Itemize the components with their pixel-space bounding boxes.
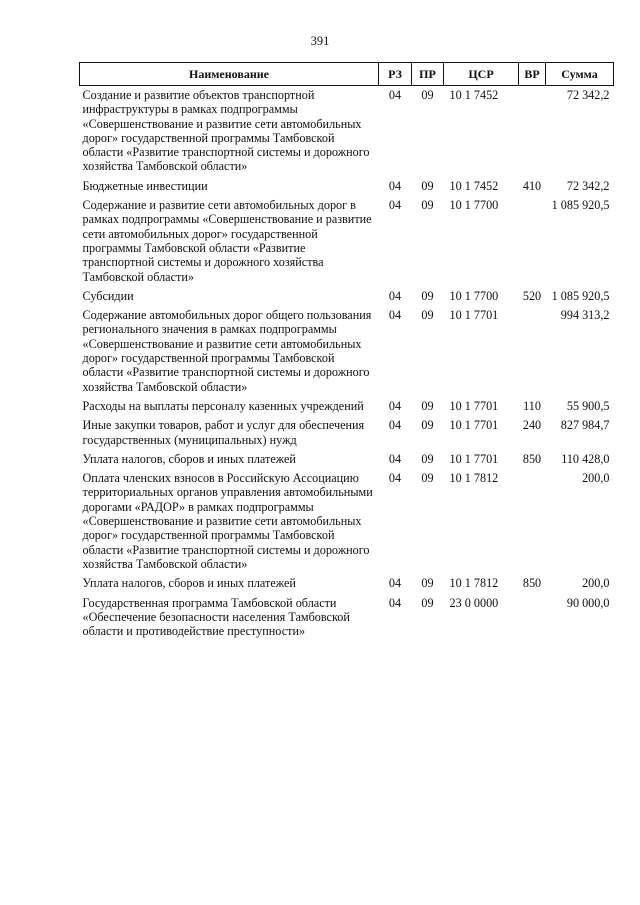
row-csr: 10 1 7452 (449, 88, 499, 102)
row-pr: 09 (421, 576, 434, 591)
row-name: Субсидии (82, 288, 134, 303)
row-vr: 850 (522, 576, 542, 591)
table-row (80, 574, 614, 593)
row-vr (519, 306, 546, 397)
row-csr: 10 1 7452 (449, 178, 499, 193)
row-rz: 04 (388, 595, 402, 610)
row-sum: 994 313,2 (560, 308, 610, 323)
row-pr: 09 (421, 451, 434, 466)
header-csr: ЦСР (444, 63, 519, 86)
row-name: Содержание автомобильных дорог общего пользования регионального значения в рамках подпрограммы «Совершенствование и развитие сети автомобильных дорог» государственной программы Тамбовской области «Развитие транспортной системы и дорожного хозяйства Тамбовской области» (82, 308, 372, 394)
row-vr: 110 (523, 398, 541, 413)
row-name: Содержание и развитие сети автомобильных дорог в рамках подпрограммы «Совершенствование и развитие сети автомобильных дорог» государственной программы Тамбовской области «Развитие транспортной системы и дорожного хозяйства Тамбовской области» (82, 198, 372, 284)
header-name: Наименование (80, 63, 379, 86)
row-name: Уплата налогов, сборов и иных платежей (82, 576, 296, 591)
row-pr: 09 (421, 595, 434, 610)
row-name: Расходы на выплаты персоналу казенных учреждений (82, 398, 364, 413)
row-sum: 200,0 (582, 471, 610, 486)
row-sum: 55 900,5 (566, 398, 610, 413)
row-name: Государственная программа Тамбовской области «Обеспечение безопасности населения Тамбовской области и противодействие преступности» (82, 595, 350, 639)
table-row (80, 397, 614, 416)
header-sum: Сумма (546, 63, 614, 86)
row-pr: 09 (421, 308, 434, 323)
row-csr: 10 1 7812 (449, 471, 499, 486)
row-rz: 04 (388, 451, 402, 466)
row-pr: 09 (421, 198, 434, 213)
table-row (80, 450, 614, 469)
row-name: Уплата налогов, сборов и иных платежей (82, 451, 296, 466)
row-csr: 10 1 7700 (449, 288, 499, 303)
header-pr: ПР (412, 63, 444, 86)
row-vr: 520 (522, 288, 542, 303)
row-rz: 04 (388, 88, 402, 102)
row-csr: 10 1 7701 (449, 451, 499, 466)
table-row (80, 86, 614, 177)
row-rz: 04 (388, 308, 402, 323)
header-vr: ВР (519, 63, 546, 86)
row-sum: 1 085 920,5 (551, 288, 610, 303)
row-vr (519, 196, 546, 287)
row-csr: 10 1 7701 (449, 308, 499, 323)
row-pr: 09 (421, 288, 434, 303)
row-sum: 90 000,0 (566, 595, 610, 610)
row-pr: 09 (421, 88, 434, 102)
row-sum: 1 085 920,5 (551, 198, 610, 213)
table-row (80, 177, 614, 196)
row-vr: 850 (522, 451, 542, 466)
row-pr: 09 (421, 398, 434, 413)
row-rz: 04 (388, 198, 402, 213)
header-rz: РЗ (379, 63, 412, 86)
row-sum: 72 342,2 (566, 178, 610, 193)
row-name: Оплата членских взносов в Российскую Ассоциацию территориальных органов управления автомобильными дорогами «РАДОР» в рамках подпрограммы «Совершенствование и развитие сети автомобильных дорог» государственной программы Тамбовской области «Развитие транспортной системы и дорожного хозяйства Тамбовской области» (82, 471, 373, 571)
row-pr: 09 (421, 418, 434, 433)
table-row (80, 469, 614, 574)
row-csr: 10 1 7701 (449, 398, 499, 413)
row-pr: 09 (421, 178, 434, 193)
row-vr (519, 469, 546, 574)
row-rz: 04 (388, 576, 402, 591)
row-rz: 04 (388, 471, 402, 486)
row-rz: 04 (388, 398, 402, 413)
table-row (80, 287, 614, 306)
row-pr: 09 (421, 471, 434, 486)
row-rz: 04 (388, 418, 402, 433)
page-number: 391 (310, 34, 330, 48)
row-name: Создание и развитие объектов транспортной инфраструктуры в рамках подпрограммы «Совершенствование и развитие сети автомобильных дорог» государственной программы Тамбовской области «Развитие транспортной системы и дорожного хозяйства Тамбовской области» (82, 88, 370, 174)
table-row (80, 416, 614, 450)
row-vr (519, 86, 546, 177)
row-sum: 110 428,0 (561, 451, 610, 466)
table-row (80, 196, 614, 287)
budget-table (79, 62, 614, 641)
row-csr: 10 1 7812 (449, 576, 499, 591)
row-csr: 10 1 7700 (449, 198, 499, 213)
row-rz: 04 (388, 178, 402, 193)
table-header-row (80, 63, 614, 86)
row-sum: 72 342,2 (566, 88, 610, 102)
row-rz: 04 (388, 288, 402, 303)
row-csr: 23 0 0000 (449, 595, 499, 610)
row-vr (519, 594, 546, 642)
row-vr: 410 (522, 178, 542, 193)
row-sum: 827 984,7 (560, 418, 610, 433)
row-vr: 240 (522, 418, 542, 433)
row-sum: 200,0 (582, 576, 610, 591)
table-row (80, 594, 614, 642)
row-csr: 10 1 7701 (449, 418, 499, 433)
table-row (80, 306, 614, 397)
row-name: Бюджетные инвестиции (82, 178, 208, 193)
row-name: Иные закупки товаров, работ и услуг для обеспечения государственных (муниципальных) нужд (82, 418, 365, 447)
